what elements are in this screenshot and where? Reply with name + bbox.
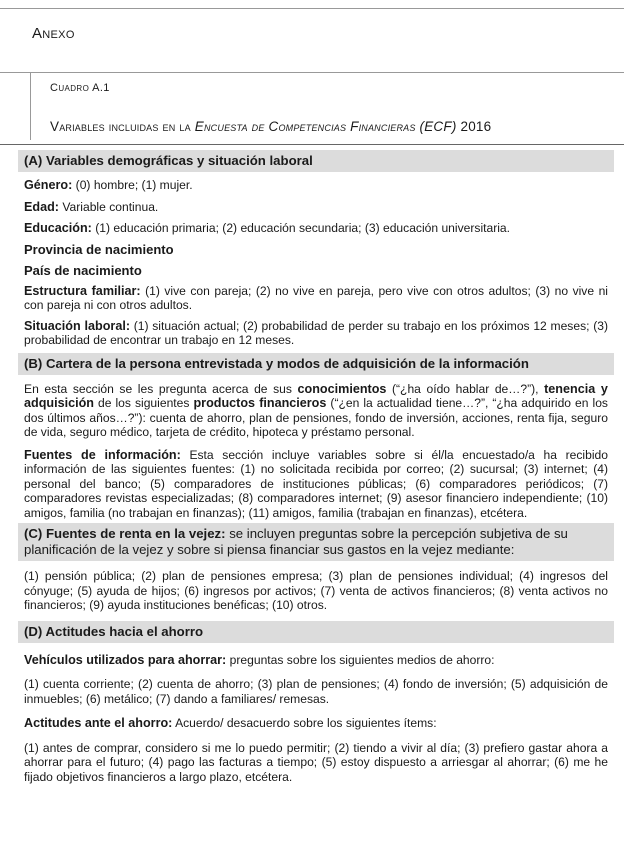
- section-c-heading: [18, 523, 614, 561]
- pais-row: País de nacimiento: [24, 262, 142, 278]
- actitudes-list: (1) antes de comprar, considero si me lo puedo permitir; (2) tiendo a vivir al día; (3) prefiero gastar ahora a ahorrar para el futuro; (4) pago las facturas a tiempo; (5) estoy dispuesto a arriesgar al ahorrar; (6) me he fijado objetivos financieros a largo plazo, etcétera.: [24, 740, 608, 784]
- fuentes-value: Esta sección incluye variables sobre si él/la encuestado/a ha recibido información de las siguientes fuentes: (1) no solicitada recibida por correo; (2) sucursal; (3) internet; (4) personal del banco; (5) comparadores de instituciones públicas; (6) comparadores periódicos; (7) comparadores revistas especializadas; (8) comparadores internet; (9) asesor financiero independiente; (10) amigos, familia (no trabajan en finanzas); (11) amigos, familia (trabajan en finanzas), etcétera.: [24, 447, 608, 520]
- section-c-description: se incluyen preguntas sobre la percepción subjetiva de su planificación de la vejez y sobre si piensa financiar sus gastos en la vejez mediante:: [24, 526, 568, 557]
- educacion-value: (1) educación primaria; (2) educación secundaria; (3) educación universitaria.: [95, 221, 511, 235]
- edad-label: Edad:: [24, 199, 59, 214]
- actitudes-value: Acuerdo/ desacuerdo sobre los siguientes ítems:: [175, 716, 437, 730]
- estructura-row: [18, 284, 614, 313]
- edad-value: Variable continua.: [62, 199, 159, 214]
- fuentes-label: Fuentes de información:: [24, 447, 181, 462]
- vehiculos-list: (1) cuenta corriente; (2) cuenta de ahorro; (3) plan de pensiones; (4) fondo de inversión; (5) adquisición de inmuebles; (6) metálico; (7) dando a familiares/ remesas.: [24, 677, 608, 706]
- fuentes-paragraph: [18, 448, 614, 521]
- title-year: 2016: [460, 119, 492, 134]
- renta-list: (1) pensión pública; (2) plan de pensiones empresa; (3) plan de pensiones individual; (4) ingresos del cónyuge; (5) ayuda de hijos; (6) ingresos por activos; (7) venta de activos financieros; (8) venta activos no financieros; (9) ayuda instituciones benéficas; (10) otros.: [24, 569, 608, 612]
- actitudes-row: [18, 716, 614, 731]
- cartera-text-4: (“¿en la actualidad tiene…?”, “¿ha adquirido en los dos últimos años…?”): cuenta de ahorro, plan de pensiones, fondo de inversión, acciones, renta fija, seguro de vida, seguro médico, tarjeta de crédito, hipoteca y préstamo personal.: [24, 396, 608, 439]
- situacion-label: Situación laboral:: [24, 318, 131, 333]
- section-d-heading: (D) Actitudes hacia el ahorro: [18, 621, 614, 643]
- cartera-productos: productos financieros: [193, 396, 327, 410]
- vehiculos-label: Vehículos utilizados para ahorrar:: [24, 652, 227, 667]
- vehiculos-row: [18, 653, 614, 668]
- annex-header: Anexo: [32, 25, 75, 42]
- situacion-row: [18, 319, 614, 348]
- header-rule: [0, 72, 624, 73]
- cartera-text-3: de los siguientes: [98, 396, 190, 410]
- educacion-row: [18, 221, 614, 236]
- vehiculos-value: preguntas sobre los siguientes medios de ahorro:: [229, 652, 495, 667]
- estructura-label: Estructura familiar:: [24, 283, 141, 298]
- cartera-text-1: En esta sección se les pregunta acerca de sus: [24, 381, 292, 396]
- actitudes-label: Actitudes ante el ahorro:: [24, 716, 173, 730]
- section-a-heading: (A) Variables demográficas y situación laboral: [18, 150, 614, 172]
- cartera-text-2: (“¿ha oído hablar de…?”),: [392, 381, 539, 396]
- provincia-row: Provincia de nacimiento: [24, 241, 174, 257]
- table-content: [18, 150, 614, 784]
- cartera-conocimientos: conocimientos: [297, 381, 387, 396]
- genero-row: [18, 178, 614, 193]
- vertical-rule: [30, 72, 31, 140]
- estructura-value: (1) vive con pareja; (2) no vive en pareja, pero vive con otros adultos; (3) no vive ni con pareja ni con otros adultos.: [24, 283, 608, 312]
- table-number: Cuadro A.1: [50, 82, 110, 94]
- table-title: [50, 119, 491, 134]
- title-pre: Variables incluidas en la: [50, 119, 191, 134]
- title-survey: Encuesta de Competencias Financieras (ECF): [194, 119, 457, 134]
- genero-label: Género:: [24, 178, 73, 192]
- situacion-value: (1) situación actual; (2) probabilidad de perder su trabajo en los próximos 12 meses; (3) probabilidad de encontrar un trabajo en 12 meses.: [24, 318, 608, 347]
- section-c-title: (C) Fuentes de renta en la vejez:: [24, 526, 226, 541]
- cartera-paragraph: [18, 382, 614, 440]
- section-b-heading: (B) Cartera de la persona entrevistada y modos de adquisición de la información: [18, 353, 614, 375]
- top-rule: [0, 8, 624, 9]
- educacion-label: Educación:: [24, 221, 92, 235]
- edad-row: [18, 200, 614, 215]
- title-rule: [0, 144, 624, 145]
- cartera-tenencia: tenencia y adquisición: [24, 381, 608, 410]
- genero-value: (0) hombre; (1) mujer.: [75, 178, 193, 192]
